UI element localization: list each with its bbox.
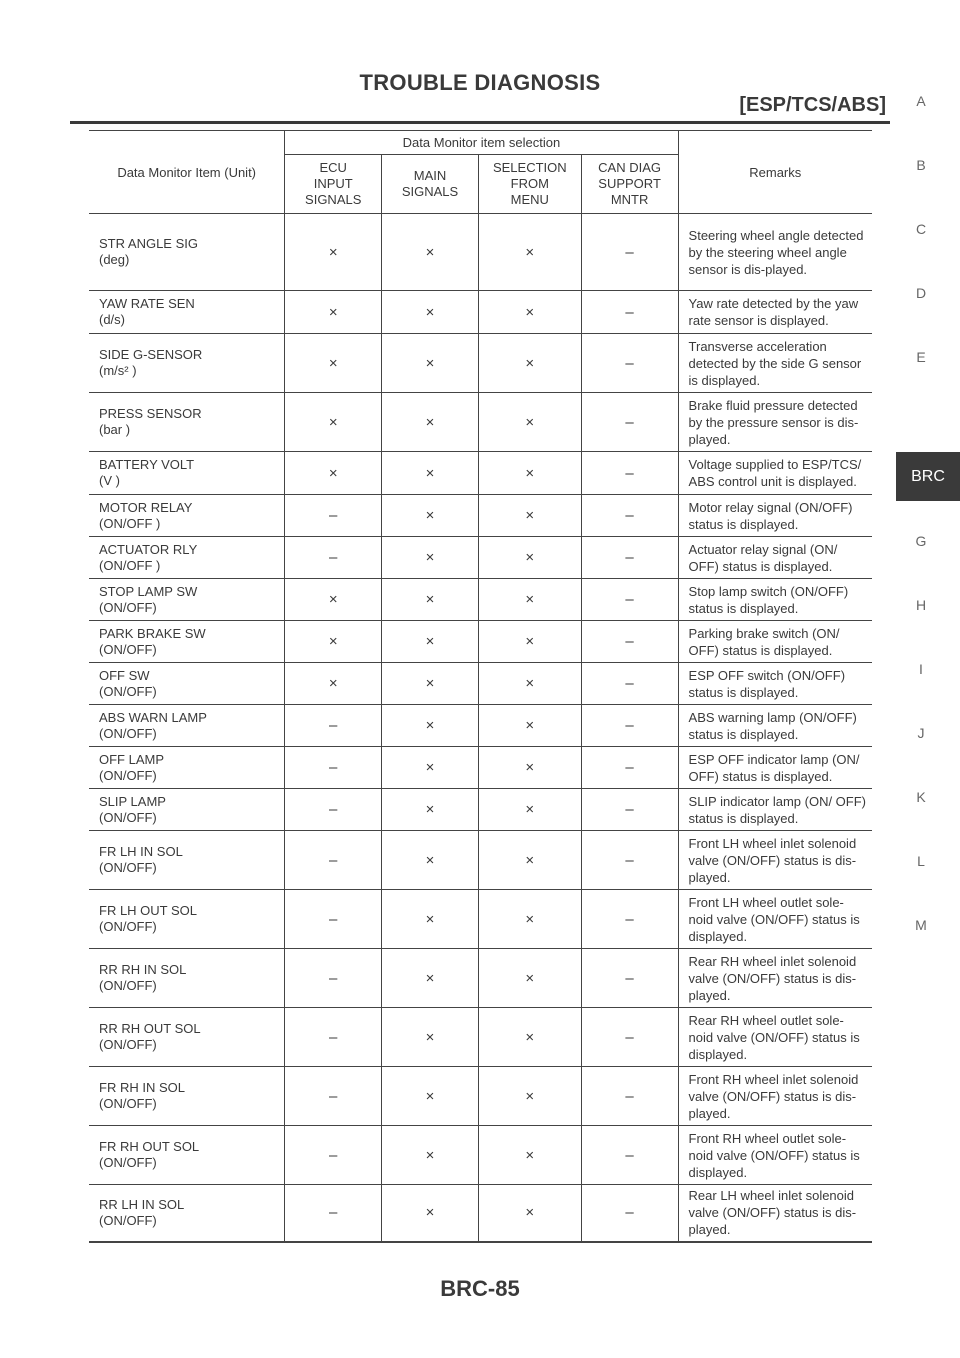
- ecu-input-mark: ×: [285, 291, 382, 334]
- item-name: PRESS SENSOR: [99, 406, 202, 421]
- side-index-i: I: [919, 661, 923, 677]
- remarks-text: Rear RH wheel inlet solenoid valve (ON/OFF) status is dis-played.: [678, 949, 872, 1008]
- item-name: FR LH OUT SOL: [99, 903, 198, 918]
- item-unit: (ON/OFF): [99, 919, 157, 934]
- table-row: [89, 579, 872, 621]
- selection-menu-mark: ×: [478, 705, 581, 747]
- header-selection-menu: SELECTION FROM MENU: [478, 155, 581, 214]
- ecu-input-mark: ×: [285, 214, 382, 291]
- item-cell: [89, 452, 285, 495]
- can-diag-mark: –: [581, 452, 678, 495]
- page-number: BRC-85: [440, 1276, 520, 1301]
- item-cell: [89, 890, 285, 949]
- can-diag-mark: –: [581, 1126, 678, 1185]
- item-cell: [89, 949, 285, 1008]
- remarks-text: ESP OFF switch (ON/OFF) status is displayed.: [678, 663, 872, 705]
- table-row: [89, 291, 872, 334]
- remarks-text: Rear LH wheel inlet solenoid valve (ON/OFF) status is dis-played.: [678, 1185, 872, 1242]
- item-name: ACTUATOR RLY: [99, 541, 198, 557]
- remarks-text: Voltage supplied to ESP/TCS/ ABS control unit is displayed.: [678, 452, 872, 495]
- ecu-input-mark: –: [285, 789, 382, 831]
- item-name: YAW RATE SEN: [99, 296, 195, 311]
- side-index-e: E: [916, 349, 926, 365]
- remarks-text: Yaw rate detected by the yaw rate sensor is displayed.: [678, 291, 872, 334]
- can-diag-mark: –: [581, 949, 678, 1008]
- can-diag-mark: –: [581, 789, 678, 831]
- item-unit: (ON/OFF): [99, 641, 157, 657]
- item-cell: [89, 579, 285, 621]
- ecu-input-mark: –: [285, 1126, 382, 1185]
- item-unit: (d/s): [99, 312, 125, 327]
- ecu-input-mark: –: [285, 495, 382, 537]
- side-index-h: H: [915, 597, 927, 613]
- table-row: [89, 663, 872, 705]
- main-signals-mark: ×: [382, 334, 479, 393]
- selection-menu-mark: ×: [478, 579, 581, 621]
- remarks-text: SLIP indicator lamp (ON/ OFF) status is displayed.: [678, 789, 872, 831]
- remarks-text: Rear RH wheel outlet sole-noid valve (ON/OFF) status is displayed.: [678, 1008, 872, 1067]
- main-signals-mark: ×: [382, 393, 479, 452]
- ecu-input-mark: –: [285, 747, 382, 789]
- item-cell: [89, 789, 285, 831]
- can-diag-mark: –: [581, 747, 678, 789]
- table-row: [89, 452, 872, 495]
- item-unit: (bar ): [99, 422, 131, 437]
- ecu-input-mark: ×: [285, 663, 382, 705]
- item-name: PARK BRAKE SW: [99, 625, 206, 641]
- main-signals-mark: ×: [382, 1126, 479, 1185]
- remarks-text: Front RH wheel inlet solenoid valve (ON/OFF) status is dis-played.: [678, 1067, 872, 1126]
- can-diag-mark: –: [581, 291, 678, 334]
- selection-menu-mark: ×: [478, 537, 581, 579]
- main-signals-mark: ×: [382, 452, 479, 495]
- main-signals-mark: ×: [382, 747, 479, 789]
- ecu-input-mark: ×: [285, 621, 382, 663]
- main-signals-mark: ×: [382, 663, 479, 705]
- table-row: [89, 789, 872, 831]
- main-signals-mark: ×: [382, 214, 479, 291]
- side-index-l: L: [917, 853, 925, 869]
- item-name: RR RH IN SOL: [99, 962, 187, 977]
- remarks-text: Transverse acceleration detected by the side G sensor is displayed.: [678, 334, 872, 393]
- main-signals-mark: ×: [382, 579, 479, 621]
- item-cell: [89, 291, 285, 334]
- side-index-active: BRC: [896, 452, 960, 501]
- table-row: [89, 1185, 872, 1242]
- item-name: MOTOR RELAY: [99, 499, 193, 515]
- section-subtitle: [ESP/TCS/ABS]: [739, 94, 886, 116]
- selection-menu-mark: ×: [478, 1126, 581, 1185]
- selection-menu-mark: ×: [478, 663, 581, 705]
- item-unit: (ON/OFF): [99, 1037, 157, 1052]
- page-title: TROUBLE DIAGNOSIS: [359, 70, 601, 95]
- item-name: SLIP LAMP: [99, 793, 166, 809]
- item-unit: (deg): [99, 252, 130, 267]
- item-unit: (ON/OFF): [99, 1096, 157, 1111]
- item-name: STOP LAMP SW: [99, 583, 198, 599]
- table-row: [89, 537, 872, 579]
- selection-menu-mark: ×: [478, 214, 581, 291]
- table-row: [89, 1008, 872, 1067]
- can-diag-mark: –: [581, 334, 678, 393]
- ecu-input-mark: ×: [285, 393, 382, 452]
- can-diag-mark: –: [581, 579, 678, 621]
- item-name: STR ANGLE SIG: [99, 236, 198, 251]
- item-unit: (m/s² ): [99, 363, 137, 378]
- main-signals-mark: ×: [382, 495, 479, 537]
- can-diag-mark: –: [581, 393, 678, 452]
- main-signals-mark: ×: [382, 949, 479, 1008]
- side-index-d: D: [915, 285, 927, 301]
- item-unit: (ON/OFF): [99, 599, 157, 615]
- header-item-unit: Data Monitor Item (Unit): [89, 131, 285, 214]
- item-name: OFF LAMP: [99, 751, 165, 767]
- side-index-k: K: [916, 789, 926, 805]
- table-row: [89, 1126, 872, 1185]
- item-cell: [89, 495, 285, 537]
- item-unit: (V ): [99, 473, 120, 488]
- item-cell: [89, 621, 285, 663]
- selection-menu-mark: ×: [478, 393, 581, 452]
- side-index-c: C: [915, 221, 927, 237]
- side-index-g: G: [915, 533, 927, 549]
- table-row: [89, 621, 872, 663]
- item-name: RR LH IN SOL: [99, 1196, 185, 1212]
- main-signals-mark: ×: [382, 831, 479, 890]
- main-signals-mark: ×: [382, 1008, 479, 1067]
- table-row: [89, 831, 872, 890]
- item-name: ABS WARN LAMP: [99, 709, 207, 725]
- selection-menu-mark: ×: [478, 1067, 581, 1126]
- remarks-text: Front LH wheel outlet sole-noid valve (ON/OFF) status is displayed.: [678, 890, 872, 949]
- table-row: [89, 214, 872, 291]
- ecu-input-mark: –: [285, 890, 382, 949]
- table-row: [89, 747, 872, 789]
- side-index-a: A: [916, 93, 926, 109]
- header-item-selection: Data Monitor item selection: [285, 131, 678, 155]
- can-diag-mark: –: [581, 214, 678, 291]
- main-signals-mark: ×: [382, 789, 479, 831]
- header-remarks: Remarks: [678, 131, 872, 214]
- can-diag-mark: –: [581, 831, 678, 890]
- header-ecu-input: ECU INPUT SIGNALS: [285, 155, 382, 214]
- item-unit: (ON/OFF): [99, 1212, 157, 1228]
- can-diag-mark: –: [581, 890, 678, 949]
- main-signals-mark: ×: [382, 291, 479, 334]
- main-signals-mark: ×: [382, 705, 479, 747]
- item-unit: (ON/OFF): [99, 1155, 157, 1170]
- data-monitor-table: [89, 130, 872, 1243]
- item-cell: [89, 663, 285, 705]
- ecu-input-mark: –: [285, 537, 382, 579]
- table-row: [89, 495, 872, 537]
- side-index-b: B: [916, 157, 926, 173]
- can-diag-mark: –: [581, 1008, 678, 1067]
- ecu-input-mark: –: [285, 1185, 382, 1242]
- side-index-j: J: [917, 725, 925, 741]
- selection-menu-mark: ×: [478, 890, 581, 949]
- ecu-input-mark: –: [285, 1008, 382, 1067]
- item-cell: [89, 1126, 285, 1185]
- header-main-signals: MAIN SIGNALS: [382, 155, 479, 214]
- selection-menu-mark: ×: [478, 621, 581, 663]
- item-unit: (ON/OFF): [99, 683, 157, 699]
- item-cell: [89, 747, 285, 789]
- remarks-text: Parking brake switch (ON/ OFF) status is displayed.: [678, 621, 872, 663]
- can-diag-mark: –: [581, 1185, 678, 1242]
- can-diag-mark: –: [581, 1067, 678, 1126]
- side-index-m: M: [915, 917, 927, 933]
- item-name: FR RH OUT SOL: [99, 1139, 200, 1154]
- item-name: BATTERY VOLT: [99, 457, 195, 472]
- main-signals-mark: ×: [382, 537, 479, 579]
- item-cell: [89, 537, 285, 579]
- selection-menu-mark: ×: [478, 949, 581, 1008]
- item-unit: (ON/OFF): [99, 809, 157, 825]
- ecu-input-mark: –: [285, 831, 382, 890]
- ecu-input-mark: –: [285, 949, 382, 1008]
- item-name: FR RH IN SOL: [99, 1080, 185, 1095]
- remarks-text: ESP OFF indicator lamp (ON/ OFF) status is displayed.: [678, 747, 872, 789]
- selection-menu-mark: ×: [478, 747, 581, 789]
- item-cell: [89, 1008, 285, 1067]
- item-cell: [89, 393, 285, 452]
- remarks-text: Front LH wheel inlet solenoid valve (ON/OFF) status is dis-played.: [678, 831, 872, 890]
- selection-menu-mark: ×: [478, 291, 581, 334]
- remarks-text: Front RH wheel outlet sole-noid valve (ON/OFF) status is displayed.: [678, 1126, 872, 1185]
- item-cell: [89, 334, 285, 393]
- selection-menu-mark: ×: [478, 789, 581, 831]
- selection-menu-mark: ×: [478, 334, 581, 393]
- item-unit: (ON/OFF): [99, 725, 157, 741]
- selection-menu-mark: ×: [478, 452, 581, 495]
- remarks-text: Actuator relay signal (ON/ OFF) status is displayed.: [678, 537, 872, 579]
- item-unit: (ON/OFF): [99, 767, 157, 783]
- selection-menu-mark: ×: [478, 1185, 581, 1242]
- item-unit: (ON/OFF): [99, 860, 157, 875]
- remarks-text: Steering wheel angle detected by the steering wheel angle sensor is dis-played.: [678, 214, 872, 291]
- header-rule: [70, 121, 890, 124]
- ecu-input-mark: –: [285, 1067, 382, 1126]
- can-diag-mark: –: [581, 621, 678, 663]
- item-unit: (ON/OFF ): [99, 515, 161, 531]
- main-signals-mark: ×: [382, 890, 479, 949]
- remarks-text: Motor relay signal (ON/OFF) status is displayed.: [678, 495, 872, 537]
- item-name: FR LH IN SOL: [99, 844, 183, 859]
- item-cell: [89, 831, 285, 890]
- ecu-input-mark: ×: [285, 452, 382, 495]
- can-diag-mark: –: [581, 537, 678, 579]
- item-cell: [89, 705, 285, 747]
- can-diag-mark: –: [581, 663, 678, 705]
- item-cell: [89, 214, 285, 291]
- selection-menu-mark: ×: [478, 495, 581, 537]
- item-name: RR RH OUT SOL: [99, 1021, 201, 1036]
- can-diag-mark: –: [581, 495, 678, 537]
- table-row: [89, 890, 872, 949]
- item-name: OFF SW: [99, 667, 150, 683]
- selection-menu-mark: ×: [478, 831, 581, 890]
- table-row: [89, 1067, 872, 1126]
- table-row: [89, 334, 872, 393]
- header-can-diag: CAN DIAG SUPPORT MNTR: [581, 155, 678, 214]
- table-row: [89, 393, 872, 452]
- main-signals-mark: ×: [382, 1067, 479, 1126]
- item-cell: [89, 1067, 285, 1126]
- item-unit: (ON/OFF): [99, 978, 157, 993]
- table-row: [89, 949, 872, 1008]
- main-signals-mark: ×: [382, 621, 479, 663]
- remarks-text: Stop lamp switch (ON/OFF) status is displayed.: [678, 579, 872, 621]
- remarks-text: Brake fluid pressure detected by the pressure sensor is dis-played.: [678, 393, 872, 452]
- remarks-text: ABS warning lamp (ON/OFF) status is displayed.: [678, 705, 872, 747]
- item-cell: [89, 1185, 285, 1242]
- main-signals-mark: ×: [382, 1185, 479, 1242]
- can-diag-mark: –: [581, 705, 678, 747]
- ecu-input-mark: ×: [285, 579, 382, 621]
- item-unit: (ON/OFF ): [99, 557, 161, 573]
- ecu-input-mark: –: [285, 705, 382, 747]
- selection-menu-mark: ×: [478, 1008, 581, 1067]
- table-row: [89, 705, 872, 747]
- item-name: SIDE G-SENSOR: [99, 347, 203, 362]
- ecu-input-mark: ×: [285, 334, 382, 393]
